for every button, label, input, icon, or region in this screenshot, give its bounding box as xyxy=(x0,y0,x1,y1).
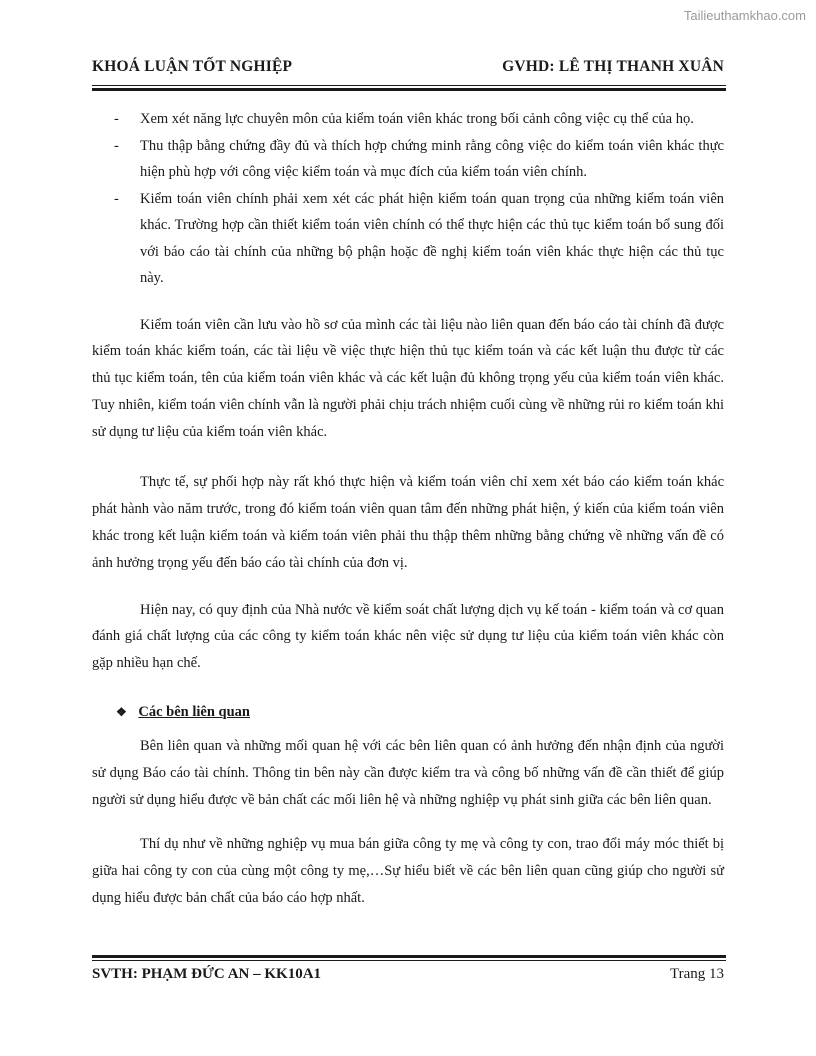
header-supervisor: GVHD: LÊ THỊ THANH XUÂN xyxy=(502,58,724,75)
paragraph-related-parties: Bên liên quan và những mối quan hệ với các bên liên quan có ảnh hưởng đến nhận định của người sử dụng Báo cáo tài chính. Thông tin bên này cần được kiểm tra và công bố những vấn đề cần thiết để giúp người sử dụng hiểu được về bản chất các mối liên hệ và những nghiệp vụ phát sinh giữa các bên liên quan. xyxy=(92,738,724,808)
page-footer xyxy=(92,966,724,990)
list-item-text: Xem xét năng lực chuyên môn của kiểm toán viên khác trong bối cảnh công việc cụ thể của họ. xyxy=(140,111,694,127)
page-number: Trang 13 xyxy=(669,966,724,982)
page-header xyxy=(92,58,724,84)
watermark: Tailieuthamkhao.com xyxy=(683,8,806,23)
paragraph-example: Thí dụ như về những nghiệp vụ mua bán giữa công ty mẹ và công ty con, trao đổi máy móc thiết bị giữa hai công ty con của cùng một công ty mẹ,…Sự hiểu biết về các bên liên quan cũng giúp cho người sử dụng hiểu được bản chất của báo cáo hợp nhất. xyxy=(92,836,724,907)
list-item-text: Thu thập bằng chứng đầy đủ và thích hợp chứng minh rằng công việc do kiểm toán viên khác thực hiện phù hợp với công việc kiểm toán và mục đích của kiểm toán viên chính. xyxy=(140,137,724,180)
footer-rule-thick xyxy=(92,955,726,958)
paragraph-working-papers: Kiểm toán viên cần lưu vào hồ sơ của mình các tài liệu nào liên quan đến báo cáo tài chính đã được kiểm toán khác kiểm toán, các tài liệu về việc thực hiện thủ tục kiểm toán và các kết luận thu được từ các thủ tục kiểm toán, tên của kiểm toán viên khác và các kết luận đủ không trọng yếu của kiểm toán viên khác. Tuy nhiên, kiểm toán viên chính vẫn là người phải chịu trách nhiệm cuối cùng về những rủi ro kiểm toán khi sử dụng tư liệu của kiểm toán viên khác. xyxy=(92,316,724,440)
paragraph-regulation: Hiện nay, có quy định của Nhà nước về kiểm soát chất lượng dịch vụ kế toán - kiểm toán và cơ quan đánh giá chất lượng của các công ty kiểm toán khác nên việc sử dụng tư liệu của kiểm toán viên khác còn gặp nhiều hạn chế. xyxy=(92,601,724,672)
section-title: Các bên liên quan xyxy=(138,704,250,721)
header-rule-thin xyxy=(92,85,726,86)
diamond-bullet-icon: ❖ xyxy=(116,705,127,720)
footer-student: SVTH: PHẠM ĐỨC AN – KK10A1 xyxy=(92,966,322,982)
dash-marker: - xyxy=(114,190,119,207)
dash-marker: - xyxy=(114,111,119,127)
dash-marker: - xyxy=(114,137,119,154)
header-thesis-title: KHOÁ LUẬN TỐT NGHIỆP xyxy=(92,58,293,75)
footer-rule-thin xyxy=(92,960,726,961)
paragraph-practice: Thực tế, sự phối hợp này rất khó thực hiện và kiểm toán viên chỉ xem xét báo cáo kiểm toán khác phát hành vào năm trước, trong đó kiểm toán viên quan tâm đến những phát hiện, ý kiến của kiểm toán viên khác trong kết luận kiểm toán và kiểm toán viên phải thu thập thêm những bằng chứng về những vấn đề có ảnh hưởng trọng yếu đến báo cáo tài chính của đơn vị. xyxy=(92,474,724,571)
list-item-text: Kiểm toán viên chính phải xem xét các phát hiện kiểm toán quan trọng của những kiểm toán viên khác. Trường hợp cần thiết kiểm toán viên chính có thể thực hiện các thủ tục kiểm toán bổ sung đối với báo cáo tài chính của những bộ phận hoặc đề nghị kiểm toán viên khác thực hiện các thủ tục này. xyxy=(140,190,724,286)
section-heading xyxy=(92,699,724,725)
list-item xyxy=(92,106,724,133)
header-rule-thick xyxy=(92,88,726,91)
page-body xyxy=(92,106,724,912)
list-item xyxy=(92,186,724,292)
bullet-list xyxy=(92,106,724,292)
list-item xyxy=(92,133,724,186)
